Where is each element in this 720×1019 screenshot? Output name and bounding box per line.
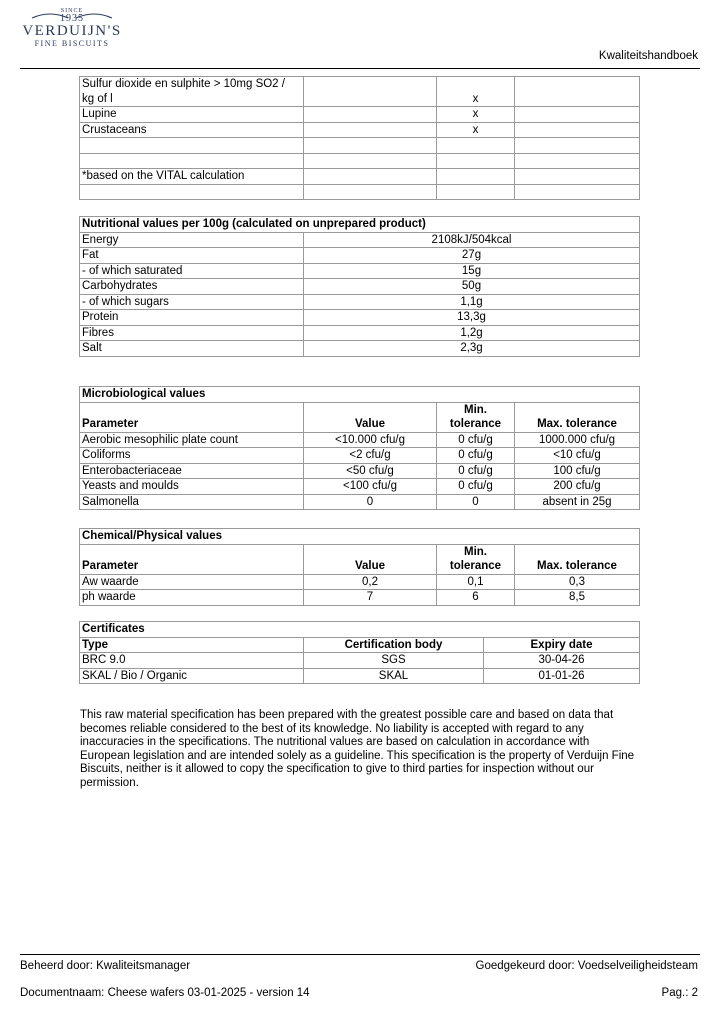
nutrient-value: 50g (304, 279, 640, 295)
table-row (80, 263, 640, 279)
cert-body: SGS (304, 653, 484, 669)
allergen-name (80, 153, 304, 169)
table-row (80, 325, 640, 341)
certificates-table (79, 621, 640, 684)
nutrient-label: Energy (80, 232, 304, 248)
table-row (80, 310, 640, 326)
table-header-row (80, 544, 640, 574)
allergen-cell (515, 77, 640, 107)
cert-expiry: 30-04-26 (484, 653, 640, 669)
table-row (80, 77, 640, 107)
allergen-cell (515, 107, 640, 123)
table-title-row (80, 217, 640, 233)
col-header-max-tolerance: Max. tolerance (515, 402, 640, 432)
param-cell: Salmonella (80, 494, 304, 510)
min-cell: 6 (437, 590, 515, 606)
nutrient-value: 2,3g (304, 341, 640, 357)
table-row (80, 232, 640, 248)
allergen-cell (515, 153, 640, 169)
param-cell: Enterobacteriaceae (80, 463, 304, 479)
col-header-min-tolerance: Min. tolerance (437, 544, 515, 574)
allergen-cell (515, 138, 640, 154)
max-cell: 1000.000 cfu/g (515, 432, 640, 448)
table-row (80, 107, 640, 123)
nutrient-label: Salt (80, 341, 304, 357)
footer-managed-by: Beheerd door: Kwaliteitsmanager (20, 960, 191, 972)
nutrient-value: 27g (304, 248, 640, 264)
footer-approved-by: Goedgekeurd door: Voedselveiligheidsteam (475, 960, 698, 972)
table-row (80, 432, 640, 448)
company-logo (22, 8, 122, 48)
table-row (80, 248, 640, 264)
value-cell: 0 (304, 494, 437, 510)
document-header-title: Kwaliteitshandboek (598, 50, 698, 62)
allergen-name (80, 184, 304, 200)
min-cell: 0 cfu/g (437, 432, 515, 448)
allergen-cell (304, 138, 437, 154)
disclaimer-text: This raw material specification has been prepared with the greatest possible care and based on data that becomes reliable considered to the best of its knowledge. No liability is accepted with regard to any inaccuracies in the specifications. The nutritional values are based on calculation in accordance with European legislation and are intended solely as a guideline. This specification is the property of Verduijn Fine Biscuits, neither is it allowed to copy the specification to give to third parties for inspection without our permission. (80, 709, 635, 789)
nutrient-label: - of which saturated (80, 263, 304, 279)
allergen-mark: x (437, 107, 515, 123)
max-cell: 8,5 (515, 590, 640, 606)
allergen-cell (304, 77, 437, 107)
max-cell: absent in 25g (515, 494, 640, 510)
logo-year: 1935 (60, 13, 84, 24)
value-cell: <2 cfu/g (304, 448, 437, 464)
param-cell: Aw waarde (80, 574, 304, 590)
allergen-cell (304, 153, 437, 169)
allergen-name: Crustaceans (80, 122, 304, 138)
header-divider (20, 68, 700, 69)
nutrient-value: 13,3g (304, 310, 640, 326)
allergen-cell (304, 107, 437, 123)
table-title-row (80, 622, 640, 638)
nutrient-value: 15g (304, 263, 640, 279)
table-row (80, 574, 640, 590)
param-cell: Aerobic mesophilic plate count (80, 432, 304, 448)
logo-ornament-icon (30, 10, 114, 24)
table-row (80, 153, 640, 169)
table-title-row (80, 529, 640, 545)
col-header-parameter: Parameter (80, 402, 304, 432)
table-row (80, 184, 640, 200)
micro-title: Microbiological values (80, 387, 640, 403)
col-header-parameter: Parameter (80, 544, 304, 574)
nutrient-value: 1,2g (304, 325, 640, 341)
table-row (80, 122, 640, 138)
col-header-min-tolerance: Min. tolerance (437, 402, 515, 432)
min-cell: 0 (437, 494, 515, 510)
cert-expiry: 01-01-26 (484, 668, 640, 684)
param-cell: Yeasts and moulds (80, 479, 304, 495)
certs-title: Certificates (80, 622, 640, 638)
col-header-expiry-date: Expiry date (484, 637, 640, 653)
cert-body: SKAL (304, 668, 484, 684)
param-cell: ph waarde (80, 590, 304, 606)
logo-brand: VERDUIJN'S (22, 23, 122, 39)
nutrient-label: Carbohydrates (80, 279, 304, 295)
table-row (80, 590, 640, 606)
nutrient-label: Fibres (80, 325, 304, 341)
table-row (80, 494, 640, 510)
table-row (80, 479, 640, 495)
param-cell: Coliforms (80, 448, 304, 464)
allergen-name (80, 138, 304, 154)
cert-type: SKAL / Bio / Organic (80, 668, 304, 684)
col-header-value: Value (304, 402, 437, 432)
allergen-cell (304, 122, 437, 138)
min-cell: 0 cfu/g (437, 448, 515, 464)
value-cell: <10.000 cfu/g (304, 432, 437, 448)
col-header-value: Value (304, 544, 437, 574)
value-cell: 7 (304, 590, 437, 606)
table-row (80, 668, 640, 684)
max-cell: 100 cfu/g (515, 463, 640, 479)
allergen-mark (437, 169, 515, 185)
value-cell: <100 cfu/g (304, 479, 437, 495)
allergen-name: Lupine (80, 107, 304, 123)
nutrition-title: Nutritional values per 100g (calculated on unprepared product) (80, 217, 640, 233)
nutrition-table (79, 216, 640, 357)
footer-page-number: Pag.: 2 (661, 987, 698, 999)
table-row (80, 341, 640, 357)
min-cell: 0 cfu/g (437, 479, 515, 495)
max-cell: <10 cfu/g (515, 448, 640, 464)
table-header-row (80, 637, 640, 653)
allergen-cell (304, 169, 437, 185)
nutrient-label: - of which sugars (80, 294, 304, 310)
table-row (80, 169, 640, 185)
table-row (80, 279, 640, 295)
table-row (80, 448, 640, 464)
allergen-cell (515, 169, 640, 185)
table-title-row (80, 387, 640, 403)
cert-type: BRC 9.0 (80, 653, 304, 669)
allergen-cell (515, 122, 640, 138)
nutrient-label: Protein (80, 310, 304, 326)
col-header-max-tolerance: Max. tolerance (515, 544, 640, 574)
table-row (80, 653, 640, 669)
value-cell: <50 cfu/g (304, 463, 437, 479)
allergen-footnote: *based on the VITAL calculation (80, 169, 304, 185)
nutrient-value: 2108kJ/504kcal (304, 232, 640, 248)
min-cell: 0 cfu/g (437, 463, 515, 479)
table-row (80, 138, 640, 154)
table-header-row (80, 402, 640, 432)
col-header-type: Type (80, 637, 304, 653)
footer-document-name: Documentnaam: Cheese wafers 03-01-2025 - version 14 (20, 987, 310, 999)
chemical-physical-table (79, 528, 640, 606)
logo-subtitle: FINE BISCUITS (34, 39, 110, 48)
max-cell: 0,3 (515, 574, 640, 590)
allergen-mark (437, 138, 515, 154)
footer-divider (20, 954, 700, 955)
allergen-cell (304, 184, 437, 200)
min-cell: 0,1 (437, 574, 515, 590)
allergen-mark: x (437, 77, 515, 107)
allergen-mark: x (437, 122, 515, 138)
microbiological-table (79, 386, 640, 510)
table-row (80, 463, 640, 479)
allergen-cell (515, 184, 640, 200)
logo-since: SINCE (60, 8, 84, 14)
allergen-name: Sulfur dioxide en sulphite > 10mg SO2 / kg of l (80, 77, 304, 107)
allergen-table (79, 76, 640, 200)
chem-title: Chemical/Physical values (80, 529, 640, 545)
allergen-mark (437, 184, 515, 200)
col-header-certification-body: Certification body (304, 637, 484, 653)
nutrient-value: 1,1g (304, 294, 640, 310)
max-cell: 200 cfu/g (515, 479, 640, 495)
nutrient-label: Fat (80, 248, 304, 264)
value-cell: 0,2 (304, 574, 437, 590)
allergen-mark (437, 153, 515, 169)
table-row (80, 294, 640, 310)
